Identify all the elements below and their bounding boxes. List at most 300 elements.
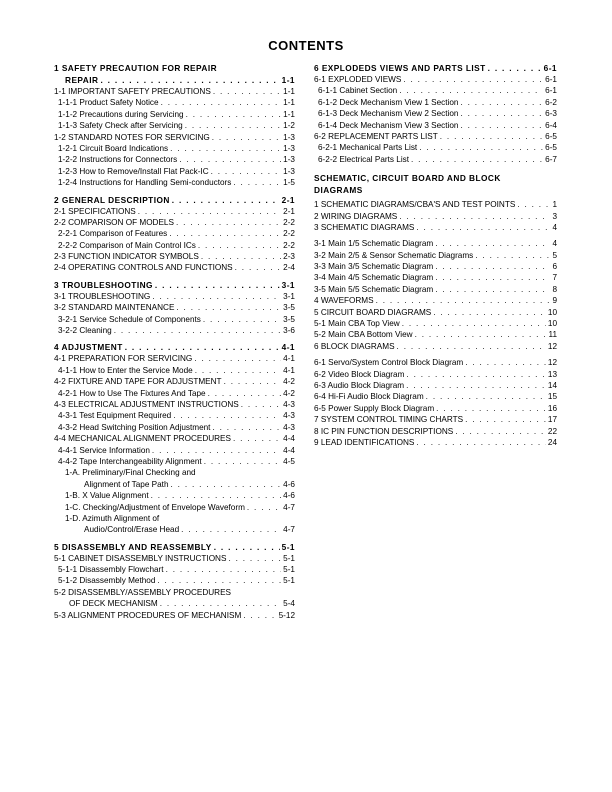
entry-page: 10 bbox=[547, 307, 557, 317]
leader-dots bbox=[435, 261, 550, 272]
entry-page: 2-2 bbox=[283, 229, 295, 239]
section-heading: 6 EXPLODEDS VIEWS AND PARTS LIST bbox=[314, 63, 486, 73]
leader-dots bbox=[397, 341, 546, 352]
entry-label: 4-3-1 Test Equipment Required bbox=[58, 411, 172, 421]
entry-page: 4-6 bbox=[283, 479, 295, 489]
leader-dots bbox=[224, 376, 282, 387]
entry-label: 5-3 ALIGNMENT PROCEDURES OF MECHANISM bbox=[54, 610, 242, 620]
toc-entry[interactable] bbox=[54, 109, 295, 120]
entry-label: 5-1 CABINET DISASSEMBLY INSTRUCTIONS bbox=[54, 553, 227, 563]
section-heading: 3 TROUBLESHOOTING bbox=[54, 279, 153, 290]
toc-entry[interactable] bbox=[314, 97, 557, 108]
entry-label: Audio/Control/Erase Head bbox=[84, 525, 180, 535]
entry-page: 6-3 bbox=[545, 109, 557, 119]
toc-entry[interactable] bbox=[54, 575, 295, 586]
entry-page: 15 bbox=[547, 392, 557, 402]
entry-label: 3-5 Main 5/5 Schematic Diagram bbox=[314, 284, 434, 294]
entry-page: 6-2 bbox=[545, 97, 557, 107]
entry-label: 6-1-1 Cabinet Section bbox=[318, 86, 398, 96]
leader-dots bbox=[176, 302, 281, 313]
entry-list bbox=[314, 74, 557, 165]
entry-list bbox=[314, 238, 557, 352]
entry-label: 2-3 FUNCTION INDICATOR SYMBOLS bbox=[54, 252, 199, 262]
leader-dots bbox=[241, 399, 281, 410]
leader-dots bbox=[152, 445, 281, 456]
entry-page: 2-1 bbox=[281, 194, 295, 205]
toc-entry[interactable] bbox=[54, 353, 295, 364]
entry-label: 1-2-2 Instructions for Connectors bbox=[58, 155, 178, 165]
leader-dots bbox=[160, 598, 281, 609]
entry-label: 1-C. Checking/Adjustment of Envelope Waveform bbox=[65, 502, 245, 512]
toc-entry[interactable] bbox=[314, 391, 557, 402]
entry-page: 3-1 bbox=[281, 279, 295, 290]
entry-label: 1-2-4 Instructions for Handling Semi-conductors bbox=[58, 178, 232, 188]
leader-dots bbox=[435, 272, 550, 283]
leader-dots bbox=[460, 108, 543, 119]
entry-page: 13 bbox=[547, 369, 557, 379]
entry-page: 4 bbox=[552, 239, 557, 249]
entry-page: 1-3 bbox=[283, 143, 295, 153]
leader-dots bbox=[157, 575, 281, 586]
toc-entry[interactable] bbox=[314, 403, 557, 414]
leader-dots bbox=[198, 240, 281, 251]
toc-entry[interactable] bbox=[314, 108, 557, 119]
toc-entry[interactable] bbox=[54, 280, 295, 291]
toc-entry[interactable] bbox=[314, 414, 557, 425]
entry-label: 5 CIRCUIT BOARD DIAGRAMS bbox=[314, 307, 432, 317]
toc-entry[interactable] bbox=[54, 524, 295, 535]
toc-entry[interactable] bbox=[54, 456, 295, 467]
toc-entry[interactable] bbox=[54, 433, 295, 444]
entry-page: 4-7 bbox=[283, 502, 295, 512]
entry-label: 9 LEAD IDENTIFICATIONS bbox=[314, 437, 415, 447]
leader-dots bbox=[125, 342, 280, 353]
entry-page: 22 bbox=[547, 426, 557, 436]
leader-dots bbox=[233, 433, 281, 444]
entry-list bbox=[314, 199, 557, 233]
section-heading: 2 GENERAL DESCRIPTION bbox=[54, 194, 170, 205]
entry-page: 24 bbox=[547, 437, 557, 447]
leader-dots bbox=[186, 109, 282, 120]
leader-dots bbox=[455, 426, 546, 437]
entry-list bbox=[54, 291, 295, 337]
toc-entry[interactable] bbox=[314, 74, 557, 85]
entry-page: 1-1 bbox=[281, 75, 295, 85]
toc-entry[interactable] bbox=[314, 284, 557, 295]
entry-page: 1 bbox=[552, 200, 557, 210]
leader-dots bbox=[416, 222, 550, 233]
entry-page: 7 bbox=[552, 273, 557, 283]
toc-entry[interactable] bbox=[54, 513, 295, 524]
toc-entry[interactable] bbox=[54, 177, 295, 188]
entry-label: 6-2-2 Electrical Parts List bbox=[318, 154, 410, 164]
toc-entry[interactable] bbox=[54, 553, 295, 564]
toc-entry[interactable] bbox=[314, 380, 557, 391]
section-heading: 1 SAFETY PRECAUTION FOR REPAIR bbox=[54, 63, 218, 73]
leader-dots bbox=[411, 154, 543, 165]
entry-label: 3-2 Main 2/5 & Sensor Schematic Diagrams bbox=[314, 250, 474, 260]
toc-entry[interactable] bbox=[54, 410, 295, 421]
entry-page: 3-1 bbox=[283, 291, 295, 301]
entry-label: 3-1 TROUBLESHOOTING bbox=[54, 291, 151, 301]
toc-entry[interactable] bbox=[314, 85, 557, 96]
entry-page: 4-3 bbox=[283, 422, 295, 432]
entry-label: 6-2 Video Block Diagram bbox=[314, 369, 405, 379]
entry-page: 6-1 bbox=[545, 86, 557, 96]
leader-dots bbox=[406, 380, 546, 391]
toc-entry[interactable] bbox=[54, 86, 295, 97]
leader-dots bbox=[436, 403, 546, 414]
entry-label: 2-2-2 Comparison of Main Control ICs bbox=[58, 240, 196, 250]
entry-label: 4-2 FIXTURE AND TAPE FOR ADJUSTMENT bbox=[54, 377, 222, 387]
toc-entry[interactable] bbox=[314, 426, 557, 437]
leader-dots bbox=[212, 422, 281, 433]
leader-dots bbox=[228, 553, 281, 564]
entry-label: REPAIR bbox=[65, 75, 99, 85]
entry-page: 6-7 bbox=[545, 154, 557, 164]
entry-page: 1-2 bbox=[283, 121, 295, 131]
entry-page: 2-3 bbox=[283, 252, 295, 262]
toc-entry[interactable] bbox=[314, 437, 557, 448]
toc-entry[interactable] bbox=[54, 291, 295, 302]
section-heading: 5 DISASSEMBLY AND REASSEMBLY bbox=[54, 541, 212, 552]
leader-dots bbox=[460, 97, 543, 108]
entry-label: 2-2-1 Comparison of Features bbox=[58, 229, 168, 239]
toc-entry[interactable] bbox=[54, 143, 295, 154]
toc-entry[interactable] bbox=[54, 217, 295, 228]
toc-entry[interactable] bbox=[54, 490, 295, 501]
entry-label: 1-2-3 How to Remove/Install Flat Pack-IC bbox=[58, 166, 209, 176]
entry-page: 2-4 bbox=[283, 263, 295, 273]
entry-label: 8 IC PIN FUNCTION DESCRIPTIONS bbox=[314, 426, 454, 436]
toc-entry[interactable] bbox=[314, 295, 557, 306]
entry-page: 1-1 bbox=[283, 87, 295, 96]
entry-label: 4-4-1 Service Information bbox=[58, 445, 150, 455]
entry-page: 6-4 bbox=[545, 120, 557, 130]
leader-dots bbox=[155, 280, 280, 291]
toc-entry[interactable] bbox=[54, 251, 295, 262]
entry-page: 16 bbox=[547, 403, 557, 413]
leader-dots bbox=[176, 217, 281, 228]
entry-page: 8 bbox=[552, 284, 557, 294]
leader-dots bbox=[172, 195, 280, 206]
toc-right-column bbox=[314, 63, 557, 454]
entry-label: 4-2-1 How to Use The Fixtures And Tape bbox=[58, 388, 206, 398]
toc-entry[interactable] bbox=[54, 195, 295, 206]
toc-entry[interactable] bbox=[54, 467, 295, 478]
toc-left-column bbox=[54, 63, 295, 627]
toc-section-2 bbox=[54, 195, 295, 274]
toc-section-1 bbox=[54, 63, 295, 189]
toc-entry[interactable] bbox=[54, 376, 295, 387]
entry-page: 2-2 bbox=[283, 240, 295, 250]
toc-entry[interactable] bbox=[314, 318, 557, 329]
entry-page: 11 bbox=[548, 330, 557, 340]
toc-entry[interactable] bbox=[314, 222, 557, 233]
leader-dots bbox=[465, 414, 546, 425]
entry-label: 2 WIRING DIAGRAMS bbox=[314, 211, 398, 221]
entry-page: 3-6 bbox=[283, 326, 295, 336]
entry-list bbox=[54, 206, 295, 274]
entry-label: 4-4-2 Tape Interchangeability Alignment bbox=[58, 456, 202, 466]
entry-page: 4-1 bbox=[281, 342, 295, 353]
leader-dots bbox=[403, 74, 543, 85]
entry-page: 2-1 bbox=[283, 206, 295, 216]
toc-entry[interactable] bbox=[54, 325, 295, 336]
entry-label: 1-B. X Value Alignment bbox=[65, 491, 149, 501]
leader-dots bbox=[415, 329, 547, 340]
toc-entry[interactable] bbox=[54, 542, 295, 553]
entry-page: 9 bbox=[552, 296, 557, 306]
entry-page: 1-3 bbox=[283, 166, 295, 176]
toc-entry[interactable] bbox=[54, 564, 295, 575]
entry-page: 6 bbox=[552, 262, 557, 272]
entry-page: 10 bbox=[547, 319, 557, 329]
page-title: CONTENTS bbox=[268, 38, 344, 53]
toc-entry[interactable] bbox=[54, 262, 295, 273]
toc-entry[interactable] bbox=[54, 302, 295, 313]
entry-label: 2-4 OPERATING CONTROLS AND FUNCTIONS bbox=[54, 263, 233, 273]
entry-label: 4-4 MECHANICAL ALIGNMENT PROCEDURES bbox=[54, 434, 231, 444]
entry-page: 5-1 bbox=[283, 565, 295, 575]
leader-dots bbox=[214, 542, 280, 553]
leader-dots bbox=[179, 154, 281, 165]
entry-page: 4-3 bbox=[283, 411, 295, 421]
toc-entry[interactable] bbox=[314, 261, 557, 272]
entry-label: 6-2-1 Mechanical Parts List bbox=[318, 143, 418, 153]
entry-label: 6 BLOCK DIAGRAMS bbox=[314, 341, 395, 351]
entry-page: 6-1 bbox=[545, 75, 557, 84]
entry-label: 6-1 Servo/System Control Block Diagram bbox=[314, 358, 464, 368]
toc-entry[interactable] bbox=[54, 75, 295, 86]
leader-dots bbox=[406, 369, 545, 380]
entry-page: 1-1 bbox=[283, 109, 295, 119]
leader-dots bbox=[402, 318, 546, 329]
leader-dots bbox=[173, 410, 281, 421]
entry-label: 5-2 Main CBA Bottom View bbox=[314, 330, 413, 340]
entry-label: 3-1 Main 1/5 Schematic Diagram bbox=[314, 239, 434, 249]
leader-dots bbox=[100, 75, 279, 86]
toc-entry[interactable] bbox=[54, 166, 295, 177]
toc-entry[interactable] bbox=[314, 369, 557, 380]
entry-label: 6-5 Power Supply Block Diagram bbox=[314, 403, 435, 413]
section-heading: 4 ADJUSTMENT bbox=[54, 342, 123, 353]
entry-page: 5-1 bbox=[283, 553, 295, 563]
section-heading: DIAGRAMS bbox=[314, 185, 363, 196]
entry-page: 1-1 bbox=[283, 98, 295, 108]
entry-label: 1-2-1 Circuit Board Indications bbox=[58, 143, 169, 153]
leader-dots bbox=[169, 228, 281, 239]
toc-section-4 bbox=[54, 342, 295, 535]
toc-entry[interactable] bbox=[54, 388, 295, 399]
entry-page: 3-5 bbox=[283, 303, 295, 313]
toc-entry[interactable] bbox=[314, 211, 557, 222]
toc-entry[interactable] bbox=[54, 502, 295, 513]
entry-page: 6-1 bbox=[543, 63, 557, 73]
entry-page: 4-1 bbox=[283, 354, 295, 364]
entry-page: 17 bbox=[547, 415, 557, 425]
entry-page: 3 bbox=[552, 211, 557, 221]
leader-dots bbox=[201, 251, 281, 262]
entry-page: 5 bbox=[552, 250, 557, 260]
leader-dots bbox=[152, 291, 281, 302]
toc-entry[interactable] bbox=[54, 399, 295, 410]
entry-label: 5-1-2 Disassembly Method bbox=[58, 576, 156, 586]
toc-section-schematic bbox=[314, 173, 557, 448]
entry-page: 6-5 bbox=[545, 131, 557, 141]
toc-entry[interactable] bbox=[54, 228, 295, 239]
leader-dots bbox=[203, 314, 281, 325]
entry-page: 4 bbox=[552, 222, 557, 232]
toc-entry[interactable] bbox=[54, 314, 295, 325]
entry-label: 4-1-1 How to Enter the Service Mode bbox=[58, 365, 193, 375]
leader-dots bbox=[195, 365, 281, 376]
toc-entry[interactable] bbox=[54, 240, 295, 251]
entry-label: 1-1-2 Precautions during Servicing bbox=[58, 109, 184, 119]
entry-list bbox=[314, 357, 557, 448]
toc-entry[interactable] bbox=[314, 142, 557, 153]
toc-entry[interactable] bbox=[314, 131, 557, 142]
entry-page: 4-1 bbox=[283, 365, 295, 375]
toc-entry[interactable] bbox=[314, 120, 557, 131]
entry-label: 6-4 Hi-Fi Audio Block Diagram bbox=[314, 392, 424, 402]
entry-label: 6-1-3 Deck Mechanism View 2 Section bbox=[318, 109, 459, 119]
entry-label: 1-2 STANDARD NOTES FOR SERVICING bbox=[54, 132, 210, 142]
toc-entry[interactable] bbox=[54, 97, 295, 108]
entry-label: 7 SYSTEM CONTROL TIMING CHARTS bbox=[314, 415, 464, 425]
entry-page: 2-2 bbox=[283, 217, 295, 227]
toc-entry[interactable] bbox=[314, 63, 557, 74]
leader-dots bbox=[233, 177, 281, 188]
toc-entry[interactable] bbox=[314, 307, 557, 318]
leader-dots bbox=[435, 238, 550, 249]
leader-dots bbox=[376, 295, 551, 306]
toc-entry[interactable] bbox=[54, 610, 295, 621]
entry-page: 4-5 bbox=[283, 456, 295, 466]
entry-list bbox=[54, 86, 295, 189]
entry-label: 1-D. Azimuth Alignment of bbox=[65, 513, 160, 523]
toc-entry[interactable] bbox=[54, 120, 295, 131]
toc-entry[interactable] bbox=[54, 206, 295, 217]
entry-label: 5-2 DISASSEMBLY/ASSEMBLY PROCEDURES bbox=[54, 587, 231, 597]
entry-page: 4-6 bbox=[283, 491, 295, 501]
toc-entry[interactable] bbox=[54, 587, 295, 598]
toc-entry[interactable] bbox=[54, 479, 295, 490]
leader-dots bbox=[399, 85, 543, 96]
entry-label: 5-1 Main CBA Top View bbox=[314, 319, 400, 329]
entry-label: 4 WAVEFORMS bbox=[314, 296, 374, 306]
toc-entry[interactable] bbox=[314, 357, 557, 368]
leader-dots bbox=[435, 284, 550, 295]
leader-dots bbox=[211, 166, 282, 177]
entry-page: 5-12 bbox=[278, 610, 295, 620]
leader-dots bbox=[488, 63, 542, 74]
entry-page: 4-7 bbox=[283, 525, 295, 535]
entry-label: 4-1 PREPARATION FOR SERVICING bbox=[54, 354, 193, 364]
leader-dots bbox=[416, 437, 546, 448]
entry-label: 3-2-2 Cleaning bbox=[58, 326, 112, 336]
toc-section-5 bbox=[54, 542, 295, 621]
leader-dots bbox=[213, 86, 281, 97]
section-heading: SCHEMATIC, CIRCUIT BOARD AND BLOCK bbox=[314, 173, 501, 184]
leader-dots bbox=[419, 142, 543, 153]
entry-label: 6-3 Audio Block Diagram bbox=[314, 380, 405, 390]
toc-entry[interactable] bbox=[314, 238, 557, 249]
entry-label: 5-1-1 Disassembly Flowchart bbox=[58, 565, 164, 575]
entry-page: 4-2 bbox=[283, 377, 295, 387]
entry-page: 3-5 bbox=[283, 314, 295, 324]
leader-dots bbox=[114, 325, 281, 336]
leader-dots bbox=[212, 132, 281, 143]
entry-page: 12 bbox=[547, 341, 557, 351]
toc-entry[interactable] bbox=[54, 445, 295, 456]
entry-page: 1-3 bbox=[283, 132, 295, 142]
entry-page: 6-5 bbox=[545, 143, 557, 153]
toc-entry[interactable] bbox=[54, 365, 295, 376]
entry-page: 5-4 bbox=[283, 599, 295, 609]
entry-label: 6-2 REPLACEMENT PARTS LIST bbox=[314, 131, 438, 141]
leader-dots bbox=[460, 120, 543, 131]
entry-label: 1-1-3 Safety Check after Servicing bbox=[58, 121, 183, 131]
leader-dots bbox=[185, 120, 281, 131]
toc-entry[interactable] bbox=[54, 132, 295, 143]
toc-entry[interactable] bbox=[314, 154, 557, 165]
entry-label: 6-1 EXPLODED VIEWS bbox=[314, 75, 402, 84]
entry-page: 5-1 bbox=[281, 541, 295, 552]
entry-list bbox=[54, 353, 295, 467]
toc-section-3 bbox=[54, 280, 295, 337]
entry-label: OF DECK MECHANISM bbox=[69, 599, 158, 609]
entry-label: 1-1 IMPORTANT SAFETY PRECAUTIONS bbox=[54, 87, 211, 96]
leader-dots bbox=[243, 610, 276, 621]
leader-dots bbox=[517, 199, 550, 210]
entry-label: 1 SCHEMATIC DIAGRAMS/CBA'S AND TEST POINTS bbox=[314, 200, 516, 210]
entry-label: 2-1 SPECIFICATIONS bbox=[54, 206, 136, 216]
entry-page: 1-5 bbox=[283, 178, 295, 188]
entry-label: 6-1-2 Deck Mechanism View 1 Section bbox=[318, 97, 459, 107]
toc-entry[interactable] bbox=[314, 199, 557, 210]
leader-dots bbox=[204, 456, 281, 467]
toc-entry[interactable] bbox=[54, 598, 295, 609]
toc-entry[interactable] bbox=[314, 272, 557, 283]
entry-label: 4-3 ELECTRICAL ADJUSTMENT INSTRUCTIONS bbox=[54, 399, 239, 409]
leader-dots bbox=[171, 479, 282, 490]
leader-dots bbox=[247, 502, 281, 513]
toc-entry[interactable] bbox=[314, 341, 557, 352]
leader-dots bbox=[426, 391, 546, 402]
entry-label: 2-2 COMPARISON OF MODELS bbox=[54, 217, 174, 227]
entry-label: 1-1-1 Product Safety Notice bbox=[58, 98, 159, 108]
entry-page: 4-4 bbox=[283, 434, 295, 444]
toc-entry[interactable] bbox=[54, 422, 295, 433]
entry-label: 6-1-4 Deck Mechanism View 3 Section bbox=[318, 120, 459, 130]
leader-dots bbox=[465, 357, 546, 368]
leader-dots bbox=[161, 97, 282, 108]
entry-page: 4-4 bbox=[283, 445, 295, 455]
toc-entry[interactable] bbox=[314, 329, 557, 340]
entry-label: 3-2-1 Service Schedule of Components bbox=[58, 314, 201, 324]
leader-dots bbox=[440, 131, 543, 142]
leader-dots bbox=[235, 262, 282, 273]
entry-label: 3-3 Main 3/5 Schematic Diagram bbox=[314, 262, 434, 272]
entry-page: 14 bbox=[547, 380, 557, 390]
toc-entry[interactable] bbox=[54, 154, 295, 165]
leader-dots bbox=[181, 524, 281, 535]
toc-entry[interactable] bbox=[54, 342, 295, 353]
toc-entry[interactable] bbox=[314, 250, 557, 261]
leader-dots bbox=[151, 490, 282, 501]
leader-dots bbox=[138, 206, 281, 217]
